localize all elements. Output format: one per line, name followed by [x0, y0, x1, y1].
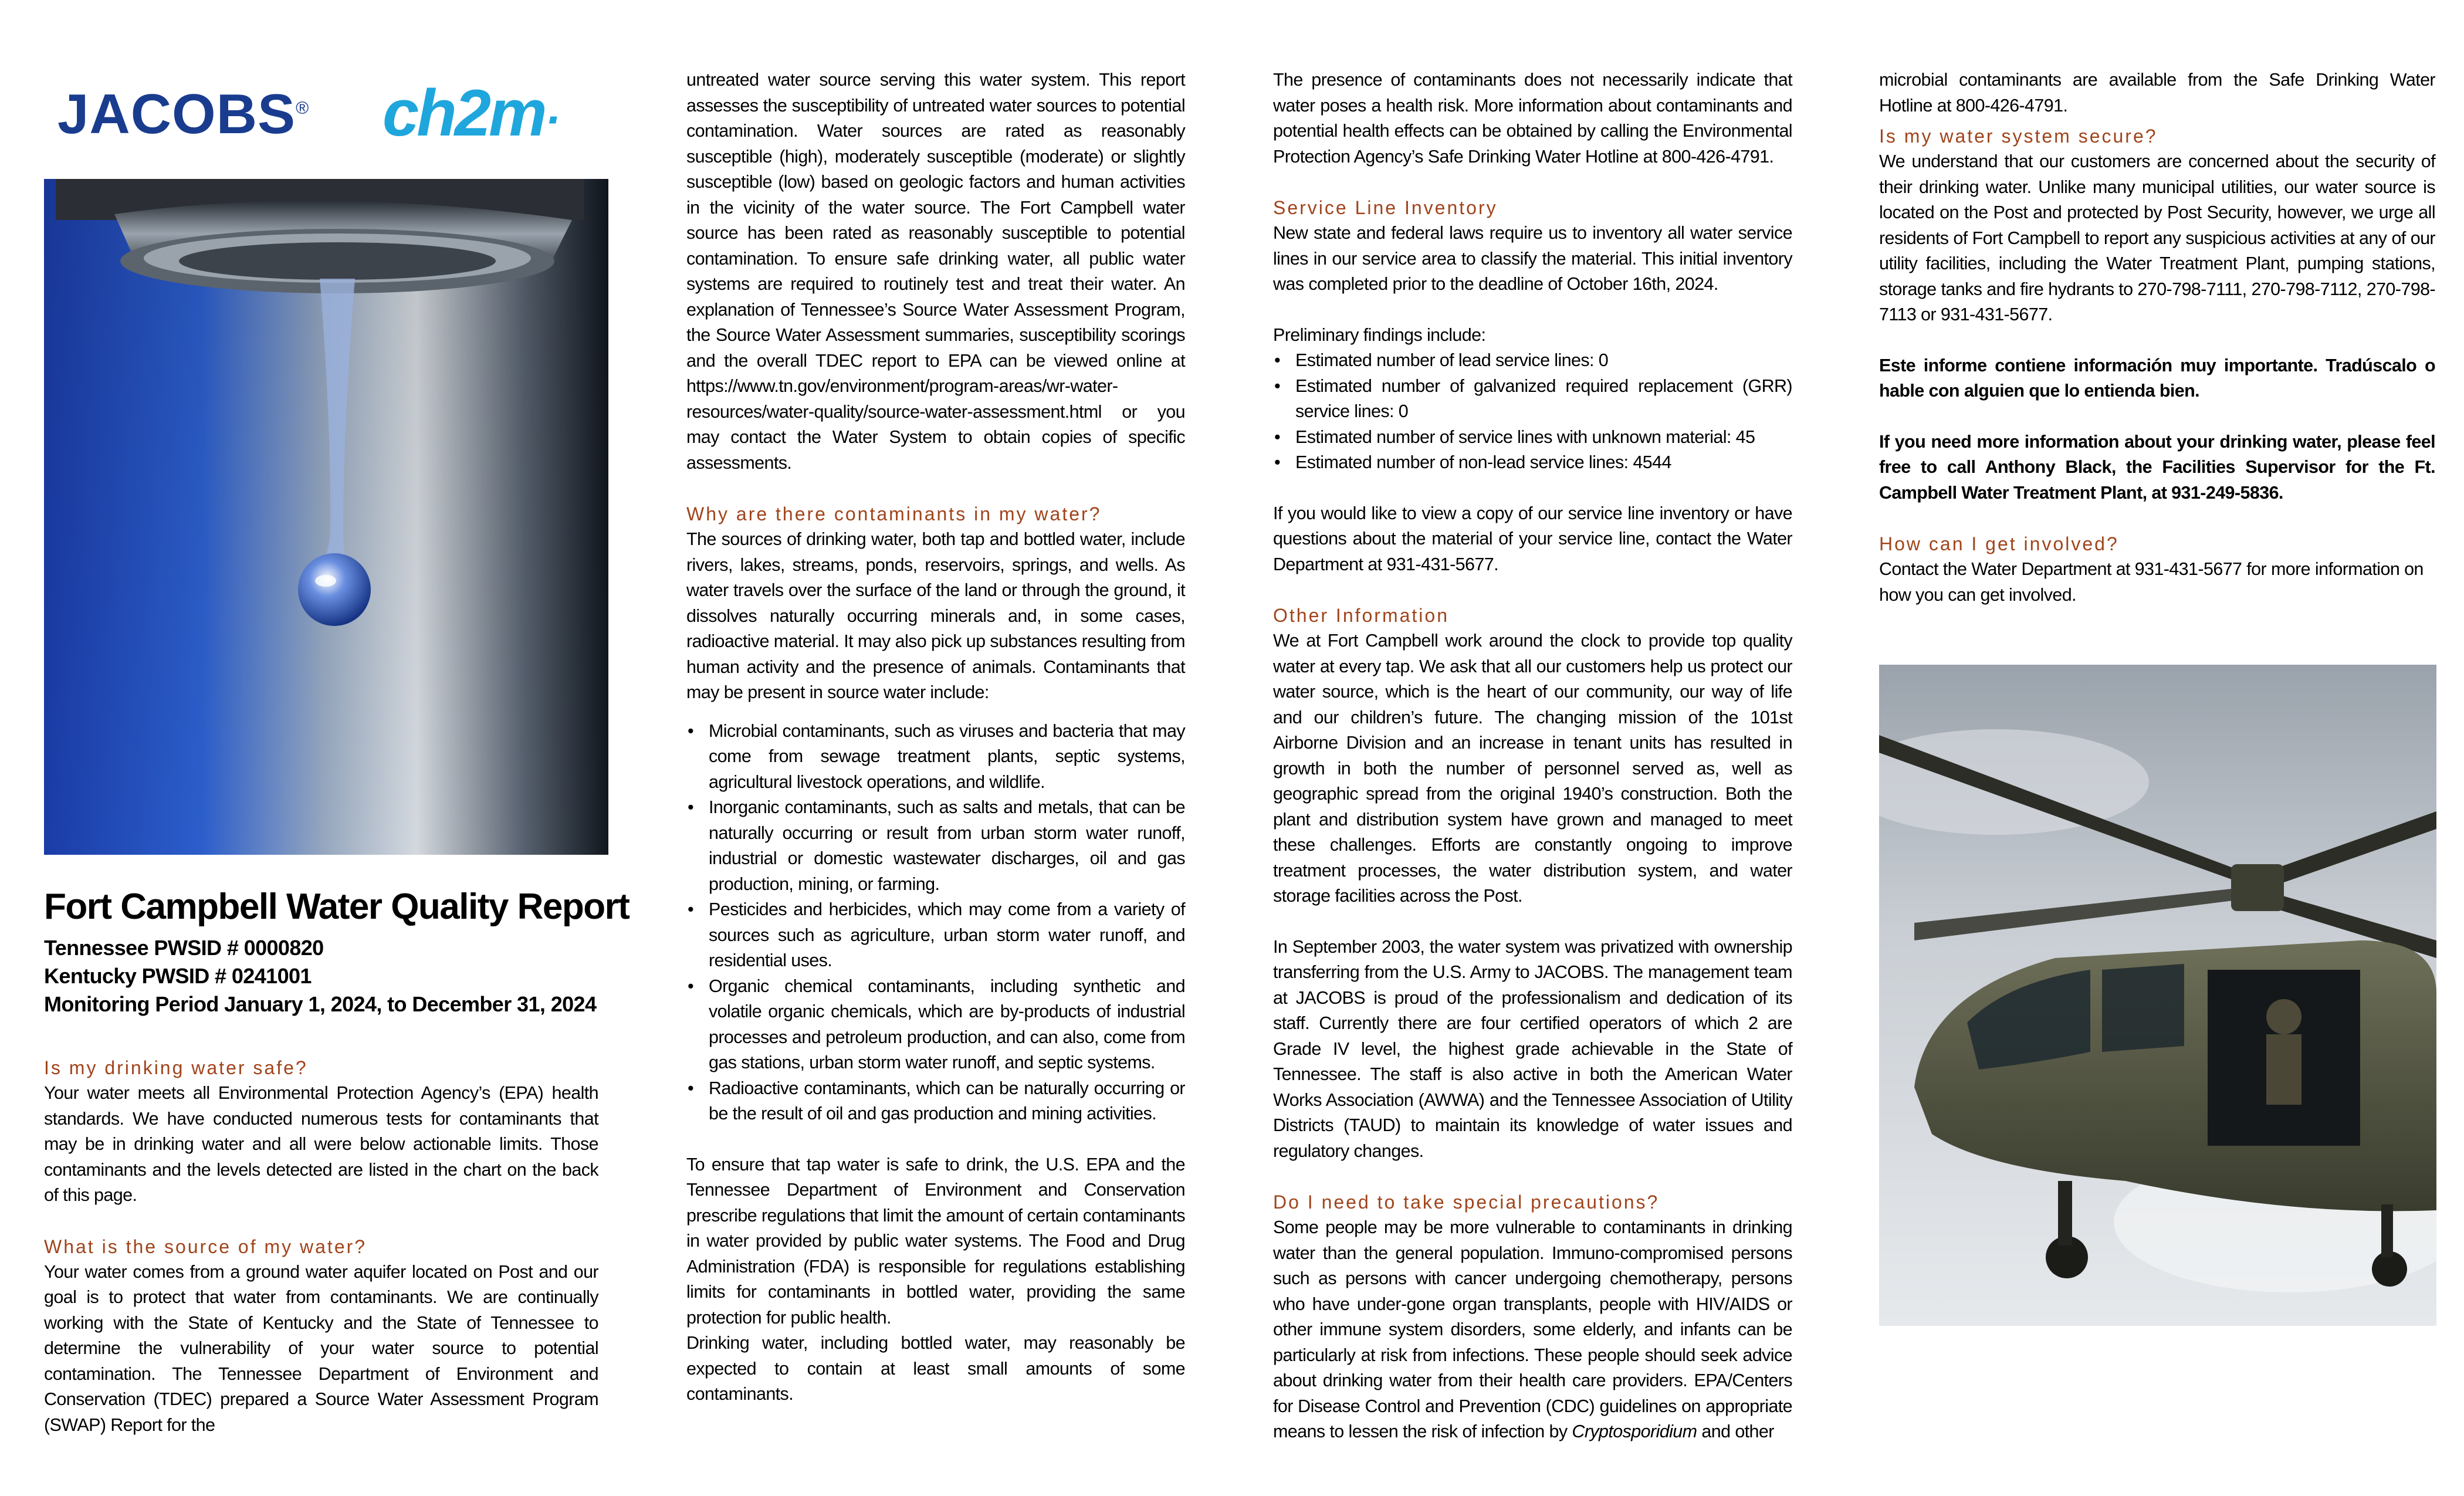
tn-pwsid: Tennessee PWSID # 0000820: [44, 936, 324, 960]
heading-is-water-safe: Is my drinking water safe?: [44, 1057, 308, 1078]
para-epa-regulations: To ensure that tap water is safe to drink, the U.S. EPA and the Tennessee Department of Environment and Conservation prescribe regulations that limit the amount of certain contaminants in water provided by public water systems. The Food and Drug Administration (FDA) is responsible for regulations establishing limits for contaminants in bottled water, providing the same protection for public health.: [686, 1154, 1185, 1328]
list-item: • Pesticides and herbicides, which may come from a variety of sources such as agriculture, urban storm water runoff, and residential uses.: [686, 897, 1185, 974]
list-item: • Estimated number of non-lead service lines: 4544: [1273, 450, 1792, 476]
list-item: • Inorganic contaminants, such as salts and metals, that can be naturally occurring or result from urban storm water runoff, industrial or domestic wastewater discharges, oil and gas production, mining, or farming.: [686, 795, 1185, 897]
para-hotline: microbial contaminants are available from the Safe Drinking Water Hotline at 800-426-4791.: [1879, 70, 2435, 116]
para-water-source: Your water comes from a ground water aquifer located on Post and our goal is to protect that water from contaminants. We are continually working with the State of Kentucky and the State of Tennessee to determine the vulnerability of your water source to potential contamination. The Tennessee Department of Environment and Conservation (TDEC) prepared a Source Water Assessment Program (SWAP) Report for the: [44, 1261, 598, 1435]
para-spanish-notice: Este informe contiene información muy importante. Tradúscalo o hable con alguien que lo entienda bien.: [1879, 355, 2435, 401]
helicopter-photo: [1879, 665, 2436, 1326]
para-special-precautions: [1273, 1215, 1792, 1445]
heading-service-line: Service Line Inventory: [1273, 197, 1498, 218]
heading-special-precautions: Do I need to take special precautions?: [1273, 1192, 1660, 1213]
ky-pwsid: Kentucky PWSID # 0241001: [44, 964, 312, 988]
list-item: • Organic chemical contaminants, including synthetic and volatile organic chemicals, which are by-products of industrial processes and petroleum production, and can also, come from gas stations, urban storm water runoff, and septic systems.: [686, 974, 1185, 1076]
heading-water-source: What is the source of my water?: [44, 1236, 367, 1257]
para-presence: The presence of contaminants does not necessarily indicate that water poses a health risk. More information about contaminants and potential health effects can be obtained by calling the Environmental Protection Agency’s Safe Drinking Water Hotline at 800-426-4791.: [1273, 70, 1792, 167]
findings-list: [1273, 348, 1792, 476]
list-item: • Microbial contaminants, such as viruses and bacteria that may come from sewage treatment plants, septic systems, agricultural livestock operations, and wildlife.: [686, 719, 1185, 796]
page-title: Fort Campbell Water Quality Report: [44, 886, 629, 927]
ch2m-logo-mark: ·: [544, 93, 559, 145]
para-preliminary: Preliminary findings include:: [1273, 324, 1486, 345]
para-other-information: We at Fort Campbell work around the clock to provide top quality water at every tap. We ask that all our customers help us protect our water source, which is the heart of our community, our way of life and our children’s future. The changing mission of the 101st Airborne Division and an increase in tenant units has resulted in growth in both the number of personnel served as, well as geographic spread from the original 1940’s construction. Both the plant and distribution system have grown and managed to meet these challenges. Efforts are constantly ongoing to improve treatment processes, the water distribution system, and water storage facilities across the Post.: [1273, 631, 1792, 906]
list-item: • Radioactive contaminants, which can be naturally occurring or be the result of oil and gas production and mining activities.: [686, 1076, 1185, 1127]
jacobs-logo: [57, 82, 309, 147]
para-more-information: If you need more information about your drinking water, please feel free to call Anthony Black, the Facilities Supervisor for the Ft. Campbell Water Treatment Plant, at 931-249-5836.: [1879, 431, 2435, 503]
column-4-text: [1879, 67, 2435, 608]
para-assessment: untreated water source serving this water system. This report assesses the susceptibility of untreated water sources to potential contamination. Water sources are rated as reasonably susceptible (high), moderately susceptible (moderate) or slightly susceptible (low) based on geologic factors and human activities in the vicinity of the water source. The Fort Campbell water source has been rated as reasonably susceptible to potential contamination. To ensure safe drinking water, all public water systems are required to routinely test and treat their water. An explanation of Tennessee’s Source Water Assessment Program, the Source Water Assessment summaries, susceptibility scorings and the overall TDEC report to EPA can be viewed online at https://www.tn.gov/environment/program-areas/wr-water-resources/water-quality/source-water-assessment.html or you may contact the Water System to obtain copies of specific assessments.: [686, 70, 1185, 473]
heading-why-contaminants: Why are there contaminants in my water?: [686, 503, 1102, 524]
faucet-photo: [44, 179, 608, 855]
list-item: • Estimated number of galvanized required replacement (GRR) service lines: 0: [1273, 374, 1792, 425]
list-item: • Estimated number of lead service lines: 0: [1273, 348, 1792, 374]
monitoring-period: Monitoring Period January 1, 2024, to December 31, 2024: [44, 992, 597, 1016]
ch2m-logo: [383, 75, 558, 151]
column-3-text: [1273, 67, 1792, 1445]
para-privatization: In September 2003, the water system was privatized with ownership transferring from the U.S. Army to JACOBS. The management team at JACOBS is proud of the professionalism and dedication of its staff. Currently there are four certified operators of which 2 are Grade IV level, the highest grade achievable in the State of Tennessee. The staff is also active in both the American Water Works Association (AWWA) and the Tennessee Association of Utility Districts (TAUD) to maintain its knowledge of water issues and regulatory changes.: [1273, 936, 1792, 1161]
heading-other-information: Other Information: [1273, 605, 1449, 626]
para-why-contaminants: The sources of drinking water, both tap and bottled water, include rivers, lakes, streams, ponds, reservoirs, springs, and wells. As water travels over the surface of the land or through the ground, it dissolves naturally occurring minerals and, in some cases, radioactive material. It may also pick up substances resulting from human activity and the presence of animals. Contaminants that may be present in source water include:: [686, 529, 1185, 702]
cryptosporidium-term: Cryptosporidium: [1572, 1421, 1697, 1441]
contaminant-list: [686, 719, 1185, 1127]
column-2-text: [686, 67, 1185, 1407]
heading-system-secure: Is my water system secure?: [1879, 126, 2158, 147]
special-text: Some people may be more vulnerable to contaminants in drinking water than the general population. Immuno-compromised persons such as persons with cancer undergoing chemotherapy, persons who have under-gone organ transplants, people with HIV/AIDS or other immune system disorders, some elderly, and infants can be particularly at risk from infections. These people should seek advice about drinking water from their health care providers. EPA/Centers for Disease Control and Prevention (CDC) guidelines on appropriate means to lessen the risk of infection by: [1273, 1217, 1792, 1441]
para-system-secure: We understand that our customers are concerned about the security of their drinking water. Unlike many municipal utilities, our water source is located on the Post and protected by Post Security, however, we urge all residents of Fort Campbell to report any suspicious activities at any of our utility facilities, including the Water Treatment Plant, pumping stations, storage tanks and fire hydrants to 270-798-7111, 270-798-7112, 270-798-7113 or 931-431-5677.: [1879, 151, 2435, 324]
column-1-text: [44, 1055, 598, 1438]
para-service-line: New state and federal laws require us to inventory all water service lines in our service area to classify the material. This initial inventory was completed prior to the deadline of October 16th, 2024.: [1273, 223, 1792, 294]
heading-get-involved: How can I get involved?: [1879, 533, 2119, 554]
para-inventory-copy: If you would like to view a copy of our service line inventory or have questions about the material of your service line, contact the Water Department at 931-431-5677.: [1273, 503, 1792, 574]
para-is-water-safe: Your water meets all Environmental Protection Agency’s (EPA) health standards. We have conducted numerous tests for contaminants that may be in drinking water and all were below actionable limits. Those contaminants and the levels detected are listed in the chart on the back of this page.: [44, 1083, 598, 1205]
para-drinking-water: Drinking water, including bottled water, may reasonably be expected to contain at least small amounts of some contaminants.: [686, 1333, 1185, 1404]
jacobs-logo-text: JACOBS: [57, 83, 296, 145]
special-text-end: and other: [1697, 1421, 1774, 1441]
para-get-involved: Contact the Water Department at 931-431-5677 for more information on how you can get involved.: [1879, 559, 2424, 605]
ch2m-logo-text: ch2m: [383, 76, 545, 150]
list-item: • Estimated number of service lines with unknown material: 45: [1273, 425, 1792, 451]
jacobs-logo-mark: ®: [296, 99, 310, 118]
